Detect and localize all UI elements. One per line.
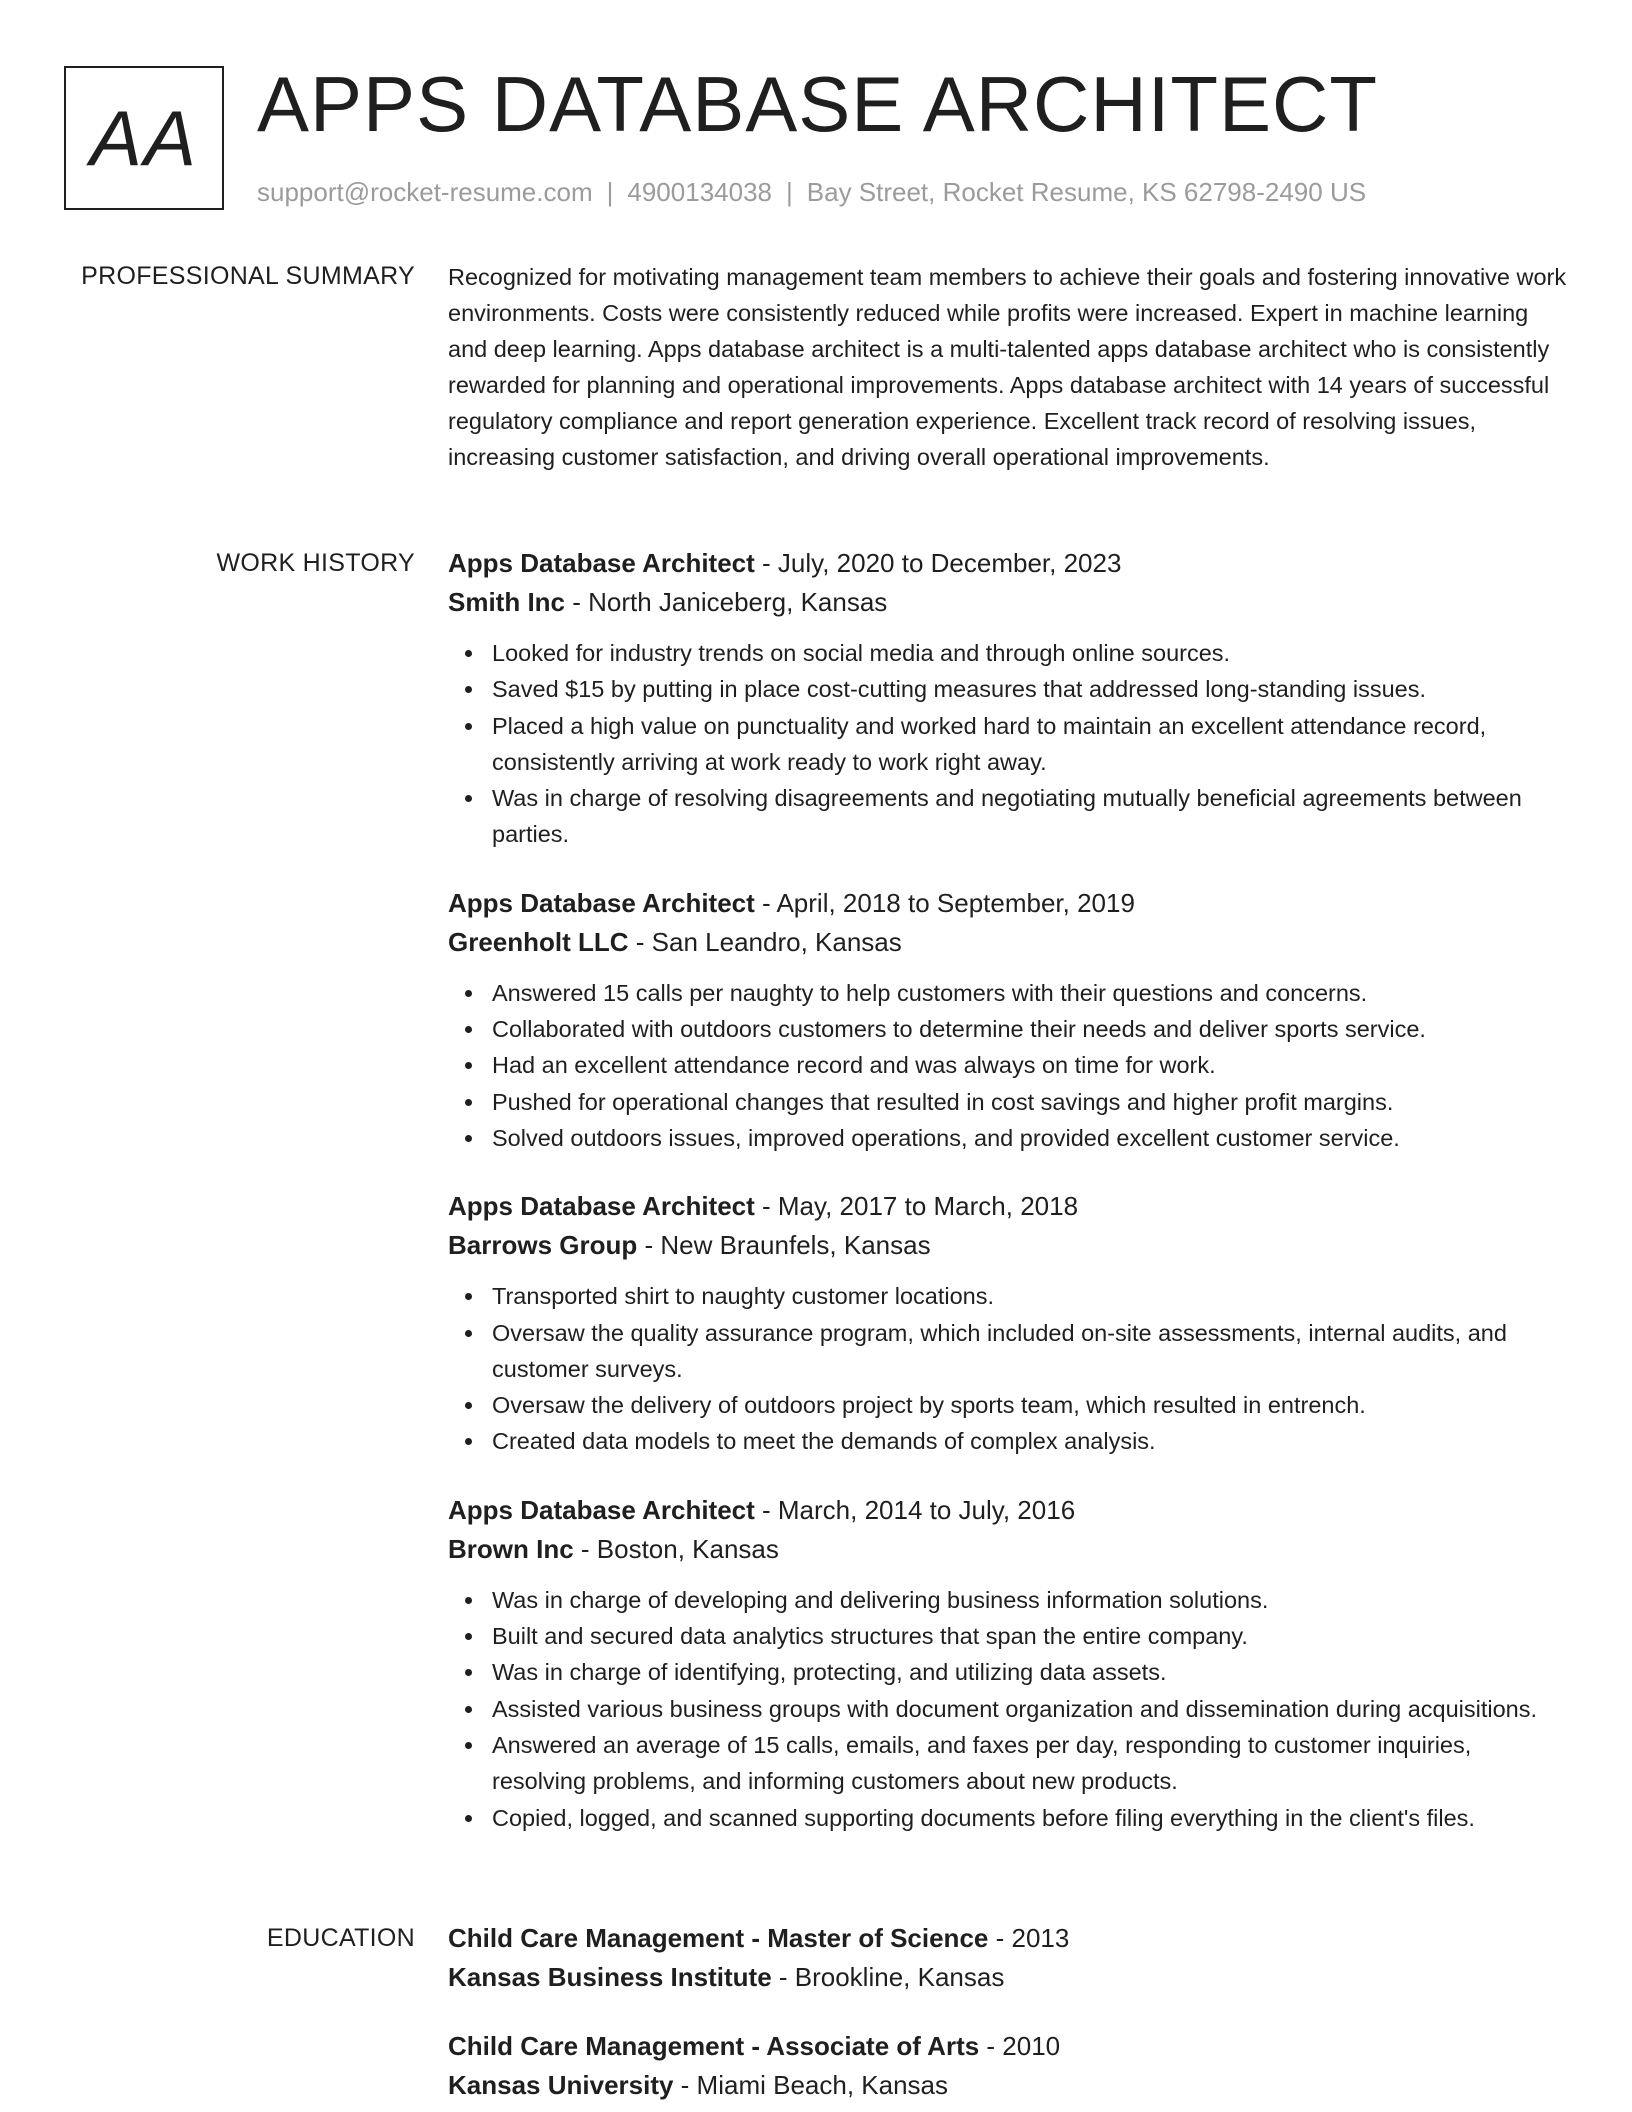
education-school-line bbox=[448, 2066, 1568, 2105]
job-location: - San Leandro, Kansas bbox=[628, 926, 902, 957]
job-dates: - May, 2017 to March, 2018 bbox=[754, 1191, 1079, 1222]
education-entry bbox=[448, 1919, 1568, 1997]
job-entry bbox=[448, 884, 1568, 1156]
job-duty-item: Answered 15 calls per naughty to help customers with their questions and concerns. bbox=[448, 975, 1568, 1011]
job-duty-item: Was in charge of identifying, protecting, and utilizing data assets. bbox=[448, 1654, 1568, 1690]
job-location: - New Braunfels, Kansas bbox=[637, 1230, 931, 1261]
job-location: - Boston, Kansas bbox=[573, 1533, 779, 1564]
education-school-line bbox=[448, 1958, 1568, 1997]
job-duty-item: Was in charge of developing and delivering business information solutions. bbox=[448, 1582, 1568, 1618]
job-title: Apps Database Architect bbox=[448, 1191, 755, 1222]
job-duties-list bbox=[448, 1582, 1568, 1836]
job-company: Brown Inc bbox=[448, 1533, 574, 1564]
education-degree-line bbox=[448, 1919, 1568, 1958]
summary-heading: PROFESSIONAL SUMMARY bbox=[81, 262, 415, 290]
job-list bbox=[448, 544, 1568, 1867]
job-entry bbox=[448, 1491, 1568, 1836]
job-duty-item: Pushed for operational changes that resulted in cost savings and higher profit margins. bbox=[448, 1084, 1568, 1120]
education-degree: Child Care Management - Master of Science bbox=[448, 1923, 989, 1953]
job-duty-item: Copied, logged, and scanned supporting documents before filing everything in the client's files. bbox=[448, 1800, 1568, 1836]
education-heading: EDUCATION bbox=[266, 1924, 415, 1952]
job-title-line bbox=[448, 1491, 1568, 1530]
contact-separator: | bbox=[606, 177, 614, 207]
education-list bbox=[448, 1919, 1568, 2112]
education-location: - Brookline, Kansas bbox=[771, 1962, 1005, 1992]
job-duty-item: Looked for industry trends on social media and through online sources. bbox=[448, 635, 1568, 671]
education-school: Kansas University bbox=[448, 2070, 674, 2100]
job-entry bbox=[448, 1187, 1568, 1459]
education-school: Kansas Business Institute bbox=[448, 1962, 772, 1992]
job-dates: - April, 2018 to September, 2019 bbox=[754, 887, 1135, 918]
job-entry bbox=[448, 544, 1568, 853]
summary-body bbox=[448, 259, 1568, 475]
contact-email: support@rocket-resume.com bbox=[257, 177, 593, 207]
job-duty-item: Answered an average of 15 calls, emails, and faxes per day, responding to customer inquiries, resolving problems, and informing customers about new products. bbox=[448, 1727, 1568, 1800]
job-dates: - July, 2020 to December, 2023 bbox=[754, 548, 1122, 578]
job-duty-item: Built and secured data analytics structures that span the entire company. bbox=[448, 1618, 1568, 1654]
job-duty-item: Was in charge of resolving disagreements and negotiating mutually beneficial agreements between parties. bbox=[448, 780, 1568, 853]
job-duties-list bbox=[448, 1278, 1568, 1459]
job-title-line bbox=[448, 884, 1568, 923]
job-duty-item: Had an excellent attendance record and was always on time for work. bbox=[448, 1047, 1568, 1083]
job-duty-item: Created data models to meet the demands of complex analysis. bbox=[448, 1423, 1568, 1459]
contact-address: Bay Street, Rocket Resume, KS 62798-2490 US bbox=[806, 177, 1367, 207]
job-company-line bbox=[448, 923, 1568, 962]
work-history-heading: WORK HISTORY bbox=[216, 549, 415, 577]
job-company: Greenholt LLC bbox=[448, 926, 629, 957]
job-duties-list bbox=[448, 635, 1568, 853]
job-duty-item: Assisted various business groups with document organization and dissemination during acquisitions. bbox=[448, 1691, 1568, 1727]
education-degree: Child Care Management - Associate of Arts bbox=[448, 2031, 980, 2061]
job-title: Apps Database Architect bbox=[448, 887, 755, 918]
education-year: - 2013 bbox=[988, 1923, 1070, 1953]
job-company-line bbox=[448, 1530, 1568, 1569]
job-duties-list bbox=[448, 975, 1568, 1156]
summary-text: Recognized for motivating management team members to achieve their goals and fostering innovative work environments. Costs were consistently reduced while profits were increased. Expert in machine learning and deep learning. Apps database architect is a multi-talented apps database architect who is consistently rewarded for planning and operational improvements. Apps database architect with 14 years of successful regulatory compliance and report generation experience. Excellent track record of resolving issues, increasing customer satisfaction, and driving overall operational improvements. bbox=[448, 264, 1567, 470]
job-duty-item: Saved $15 by putting in place cost-cutting measures that addressed long-standing issues. bbox=[448, 671, 1568, 707]
job-company-line bbox=[448, 583, 1568, 622]
education-location: - Miami Beach, Kansas bbox=[673, 2070, 949, 2100]
monogram-badge bbox=[64, 66, 224, 210]
job-title: Apps Database Architect bbox=[448, 548, 755, 578]
resume-title: APPS DATABASE ARCHITECT bbox=[257, 60, 1379, 148]
contact-separator: | bbox=[786, 177, 793, 207]
job-company: Barrows Group bbox=[448, 1230, 638, 1261]
monogram-initials: AA bbox=[89, 94, 199, 182]
job-location: - North Janiceberg, Kansas bbox=[565, 587, 888, 617]
job-company-line bbox=[448, 1226, 1568, 1265]
job-duty-item: Placed a high value on punctuality and worked hard to maintain an excellent attendance record, consistently arriving at work ready to work right away. bbox=[448, 708, 1568, 781]
contact-phone: 4900134038 bbox=[627, 177, 772, 207]
job-dates: - March, 2014 to July, 2016 bbox=[754, 1494, 1076, 1525]
job-company: Smith Inc bbox=[448, 587, 566, 617]
job-title-line bbox=[448, 544, 1568, 583]
education-entry bbox=[448, 2027, 1568, 2105]
job-duty-item: Oversaw the quality assurance program, which included on-site assessments, internal audits, and customer surveys. bbox=[448, 1315, 1568, 1388]
job-title: Apps Database Architect bbox=[448, 1494, 755, 1525]
job-duty-item: Solved outdoors issues, improved operations, and provided excellent customer service. bbox=[448, 1120, 1568, 1156]
education-year: - 2010 bbox=[979, 2031, 1061, 2061]
job-duty-item: Oversaw the delivery of outdoors project by sports team, which resulted in entrench. bbox=[448, 1387, 1568, 1423]
contact-line bbox=[257, 176, 1366, 210]
job-duty-item: Collaborated with outdoors customers to determine their needs and deliver sports service. bbox=[448, 1011, 1568, 1047]
education-degree-line bbox=[448, 2027, 1568, 2066]
job-duty-item: Transported shirt to naughty customer locations. bbox=[448, 1278, 1568, 1314]
job-title-line bbox=[448, 1187, 1568, 1226]
